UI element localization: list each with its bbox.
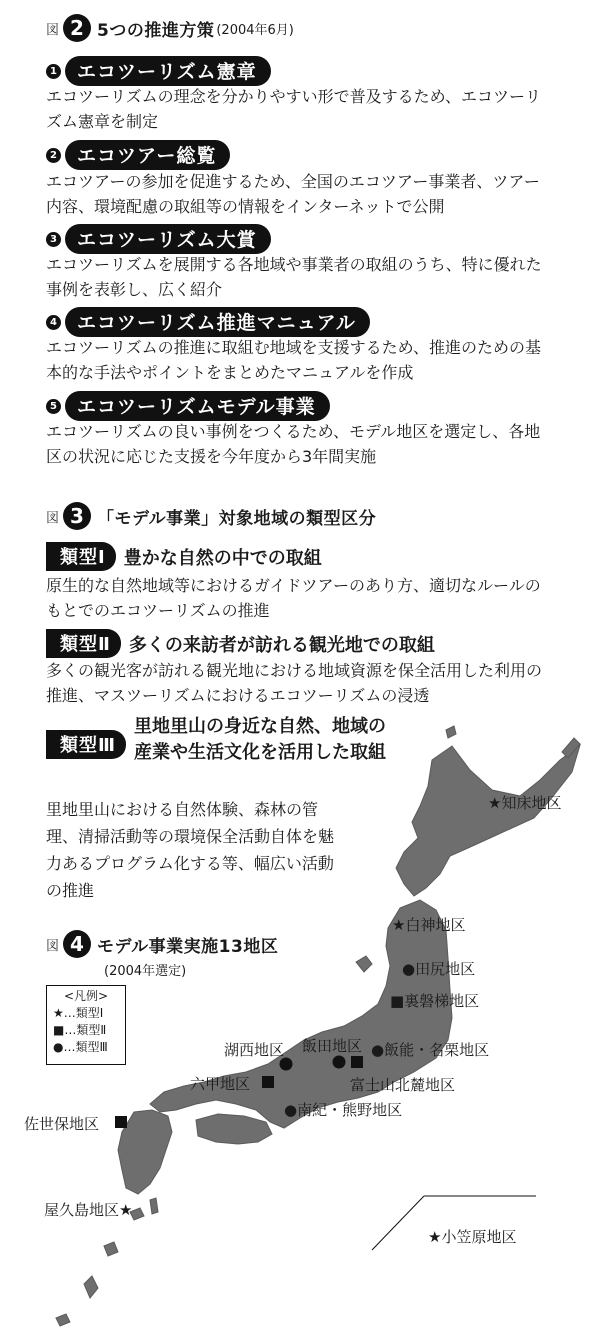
fig2-label: 図 [46,22,60,38]
legend-type3: ●…類型Ⅲ [53,1040,108,1054]
item-number-icon: 1 [46,64,61,79]
item-number-icon: 3 [46,232,61,247]
fig2-number-badge: 2 [63,14,91,42]
fig2-item-1-body: エコツーリズムの理念を分かりやすい形で普及するため、エコツーリズム憲章を制定 [46,87,542,131]
region-ogasawara: ★小笠原地区 [428,1228,517,1246]
tanegashima-island-shape [150,1198,158,1214]
item-number-icon: 5 [46,399,61,414]
type3-title: 里地里山の身近な自然、地域の産業や生活文化を活用した取組 [134,716,386,763]
region-tajiri: ●田尻地区 [402,960,476,978]
type3-tag: 類型Ⅲ [46,730,126,759]
fig4-label: 図 [46,938,60,954]
sado-island-shape [356,956,372,972]
type1-title: 豊かな自然の中での取組 [123,547,322,569]
inset-divider-line [372,1196,424,1250]
region-shiretoko: ★知床地区 [488,794,562,812]
shikoku-shape [196,1114,272,1144]
fig2-item-5-body: エコツーリズムの良い事例をつくるため、モデル地区を選定し、各地区の状況に応じた支援を今年度から3年間実施 [46,422,541,466]
item-title-pill: エコツーリズム憲章 [65,56,271,86]
fuji-marker-icon [351,1056,363,1068]
type2-title: 多くの来訪者が訪れる観光地での取組 [128,634,435,656]
fig4-subtitle: (2004年選定) [104,964,187,979]
legend-type1: ★…類型Ⅰ [53,1006,104,1020]
fig4-title: モデル事業実施13地区 [97,936,279,957]
fig4-number-badge: 4 [63,930,91,958]
item-title-pill: エコツアー総覧 [65,140,230,170]
region-nanki-kumano: ●南紀・熊野地区 [284,1101,403,1119]
fig2-title: 5つの推進方策 [97,20,215,41]
type1-body: 原生的な自然地域等におけるガイドツアーのあり方、適切なルールのもとでのエコツーリズムの推進 [46,576,541,620]
sasebo-marker-icon [115,1116,127,1128]
item-number-icon: 2 [46,148,61,163]
item-number-icon: 4 [46,315,61,330]
type2-tag: 類型Ⅱ [46,629,121,658]
region-shirakami: ★白神地区 [392,916,466,934]
fig3-number-badge: 3 [63,502,91,530]
sakishima-island-shape [56,1314,70,1326]
rishiri-island-shape [446,726,456,738]
rokko-marker-icon [262,1076,274,1088]
item-title-pill: エコツーリズム大賞 [65,224,271,254]
region-rokko: 六甲地区 [190,1075,251,1093]
region-fuji-hokuroku: 富士山北麓地区 [350,1076,456,1094]
region-iida: 飯田地区 [302,1037,363,1055]
iida-marker-icon [333,1056,346,1069]
type2-body: 多くの観光客が訪れる観光地における地域資源を保全活用した利用の推進、マスツーリズムにおけるエコツーリズムの浸透 [46,661,543,705]
fig3-title: 「モデル事業」対象地域の類型区分 [97,508,377,529]
type1-tag: 類型Ⅰ [46,542,116,571]
fig2-item-3-body: エコツーリズムを展開する各地域や事業者の取組のうち、特に優れた事例を表彰し、広く紹介 [46,255,542,299]
fig3-label: 図 [46,510,60,526]
region-urabandai: ■裏磐梯地区 [390,992,480,1010]
hokkaido-shape [396,745,580,896]
okinawa-island-shape [84,1276,98,1298]
amami-island-shape [104,1242,118,1256]
map-legend [46,985,126,1065]
fig2-subtitle: (2004年6月) [216,22,294,38]
fig2-item-4-body: エコツーリズムの推進に取組む地域を支援するため、推進のための基本的な手法やポイントをまとめたマニュアルを作成 [46,338,542,382]
region-kosai: 湖西地区 [224,1041,285,1059]
fig2-item-2-body: エコツアーの参加を促進するため、全国のエコツアー事業者、ツアー内容、環境配慮の取組等の情報をインターネットで公開 [46,172,540,216]
region-sasebo: 佐世保地区 [24,1115,100,1133]
item-title-pill: エコツーリズム推進マニュアル [65,307,370,337]
legend-title: <凡例> [63,989,109,1003]
legend-type2: ■…類型Ⅱ [53,1023,107,1037]
region-yakushima: 屋久島地区★ [44,1201,133,1219]
type3-body: 里地里山における自然体験、森林の管理、清掃活動等の環境保全活動自体を魅力あるプログラム化する等、幅広い活動の推進 [46,800,335,900]
item-title-pill: エコツーリズムモデル事業 [65,391,330,421]
region-hanno-naguri: ●飯能・名栗地区 [371,1041,490,1059]
fig4-header [46,930,278,958]
